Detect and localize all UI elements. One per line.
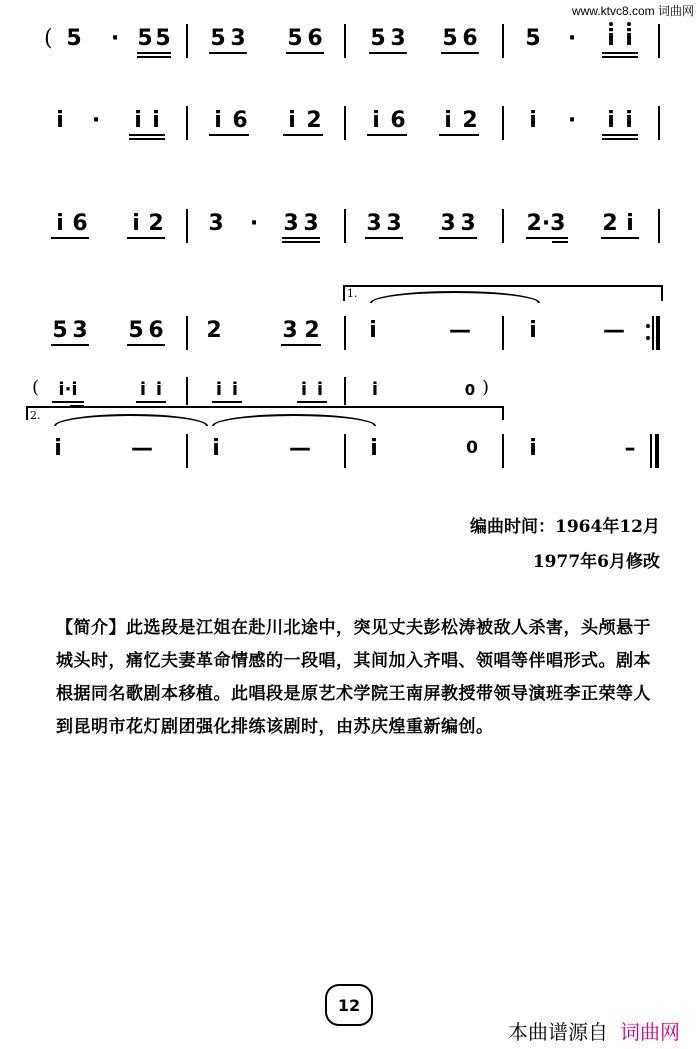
note-high: i: [132, 211, 140, 236]
octave-dot: [609, 22, 613, 26]
barline: [186, 316, 188, 350]
score-row-6: [0, 436, 700, 466]
note-high: 3: [386, 211, 402, 236]
note-high: i: [288, 108, 296, 133]
note-high: i: [370, 436, 378, 461]
note: 5: [442, 26, 458, 51]
note-high: i: [625, 108, 633, 133]
note: 5: [66, 26, 82, 51]
repeat-dot: [646, 336, 650, 340]
intro-text: 此选段是江姐在赴川北途中，突见丈夫彭松涛被敌人杀害，头颅悬于城头时，痛忆夫妻革命情感的一段唱，其间加入齐唱、领唱等伴唱形式。剧本根据同名歌剧本移植。此唱段是原艺术学院王南屏教授带领导演班李正荣等人到昆明市花灯剧团强化排练该剧时，由苏庆煌重新编创。: [56, 618, 651, 737]
barline: [186, 377, 188, 405]
note-high: 3: [282, 318, 298, 343]
barline: [186, 434, 188, 468]
note-high: i: [369, 318, 377, 343]
barline: [344, 316, 346, 350]
rest: 0: [464, 381, 476, 399]
underline: [281, 344, 321, 346]
note-high: i: [139, 379, 147, 400]
dash: —: [289, 436, 311, 461]
underline: [127, 237, 165, 239]
note: 5: [128, 318, 144, 343]
intro-paragraph: [56, 612, 666, 744]
note-high: i: [56, 108, 64, 133]
note-high: i: [607, 108, 615, 133]
dot: ·: [91, 108, 101, 133]
barline: [502, 209, 504, 243]
note-high: i: [529, 436, 537, 461]
final-barline: [655, 434, 659, 468]
note-high: 2: [206, 318, 222, 343]
intro-label: 【简介】: [56, 618, 126, 638]
barline: [344, 434, 346, 468]
note: 6: [390, 108, 406, 133]
underline: [365, 237, 403, 239]
underline: [552, 241, 568, 243]
watermark-site-name: 词曲网: [620, 1020, 680, 1044]
note-high: i: [215, 379, 223, 400]
dash: –: [624, 436, 636, 461]
underline: [137, 56, 171, 58]
underline: [282, 237, 320, 239]
paren-open: (: [44, 26, 53, 51]
underline: [601, 237, 639, 239]
note-high: i: [371, 379, 379, 400]
score-row-1: [0, 26, 700, 56]
octave-dot: [627, 22, 631, 26]
barline: [650, 434, 652, 468]
underline: [369, 52, 407, 54]
note-high: i: [372, 108, 380, 133]
barline: [502, 434, 504, 468]
underline: [297, 401, 327, 403]
dash: —: [449, 318, 471, 343]
dot: ·: [567, 26, 577, 51]
underline: [282, 241, 320, 243]
barline: [344, 24, 346, 58]
note-high: 2: [306, 108, 322, 133]
note-high: 3: [283, 211, 299, 236]
barline: [652, 316, 654, 350]
watermark-source-text: 本曲谱源自: [508, 1020, 608, 1044]
note: 5: [155, 26, 171, 51]
note-high: i: [316, 379, 324, 400]
note-high: i: [212, 436, 220, 461]
note: 6: [148, 318, 164, 343]
note: 5: [525, 26, 541, 51]
dot: ·: [567, 108, 577, 133]
final-barline: [656, 316, 660, 350]
note-group: 2·3: [526, 211, 566, 236]
underline: [526, 237, 568, 239]
dot: ·: [110, 26, 120, 51]
note-high: 2: [148, 211, 164, 236]
dash: —: [131, 436, 153, 461]
barline: [658, 209, 660, 243]
dot: ·: [249, 211, 259, 236]
note-high: 2: [602, 211, 618, 236]
volta-label-2: 2.: [30, 409, 41, 422]
underline: [209, 52, 247, 54]
score-row-2: [0, 108, 700, 138]
note-high: i: [56, 211, 64, 236]
note-high: 3: [208, 211, 224, 236]
note: 5: [137, 26, 153, 51]
note-high: i: [300, 379, 308, 400]
note: 3: [230, 26, 246, 51]
note: 6: [72, 211, 88, 236]
underline: [602, 134, 638, 136]
note-high: i: [444, 108, 452, 133]
underline: [209, 134, 249, 136]
repeat-dot: [646, 324, 650, 328]
note-high: i: [529, 318, 537, 343]
underline: [441, 52, 479, 54]
barline: [658, 106, 660, 140]
underline: [367, 134, 407, 136]
underline: [137, 52, 171, 54]
page-number: 12: [325, 984, 373, 1026]
note: 5: [210, 26, 226, 51]
volta-label-1: 1.: [347, 287, 358, 300]
barline: [186, 106, 188, 140]
underline: [136, 401, 166, 403]
underline: [127, 344, 165, 346]
note-high: i: [625, 26, 633, 51]
barline: [502, 316, 504, 350]
underline: [283, 134, 323, 136]
underline: [51, 344, 89, 346]
note-high: 3: [366, 211, 382, 236]
barline: [502, 106, 504, 140]
arrangement-date: 编曲时间：1964年12月: [470, 517, 660, 537]
note-high: i: [152, 108, 160, 133]
underline: [129, 138, 165, 140]
barline: [658, 24, 660, 58]
note-high: 2: [462, 108, 478, 133]
note-high: i: [231, 379, 239, 400]
note: 6: [232, 108, 248, 133]
underline: [212, 401, 242, 403]
note: 3: [390, 26, 406, 51]
note: 6: [307, 26, 323, 51]
score-row-5: [0, 379, 700, 405]
note: 5: [287, 26, 303, 51]
note-high: i: [529, 108, 537, 133]
underline: [129, 134, 165, 136]
underline: [602, 138, 638, 140]
note-high: i: [54, 436, 62, 461]
paren-close: ): [482, 377, 490, 398]
underline: [439, 237, 477, 239]
note-high: i: [607, 26, 615, 51]
note-high: i: [155, 379, 163, 400]
note-high: i: [214, 108, 222, 133]
barline: [186, 209, 188, 243]
note-group: i·i: [58, 379, 78, 400]
revision-date: 1977年6月修改: [532, 552, 660, 572]
site-watermark-bottom: [508, 1016, 680, 1045]
dash: —: [603, 318, 625, 343]
barline: [344, 377, 346, 405]
barline: [502, 24, 504, 58]
note-high: i: [134, 108, 142, 133]
note: 5: [52, 318, 68, 343]
rest: 0: [466, 438, 478, 458]
note-high: 3: [303, 211, 319, 236]
barline: [186, 24, 188, 58]
note-high: i: [626, 211, 634, 236]
underline: [51, 237, 89, 239]
note: 6: [462, 26, 478, 51]
paren-open: (: [32, 377, 40, 398]
note: 5: [370, 26, 386, 51]
note-high: 3: [440, 211, 456, 236]
score-row-3: [0, 211, 700, 241]
note: 3: [72, 318, 88, 343]
note-high: 2: [304, 318, 320, 343]
site-watermark-top: www.ktvc8.com 词曲网: [571, 4, 694, 18]
note-high: 3: [460, 211, 476, 236]
underline: [439, 134, 479, 136]
underline: [286, 52, 324, 54]
score-row-4: [0, 318, 700, 348]
underline: [602, 56, 638, 58]
underline: [52, 401, 84, 403]
underline: [602, 52, 638, 54]
barline: [344, 106, 346, 140]
barline: [344, 209, 346, 243]
